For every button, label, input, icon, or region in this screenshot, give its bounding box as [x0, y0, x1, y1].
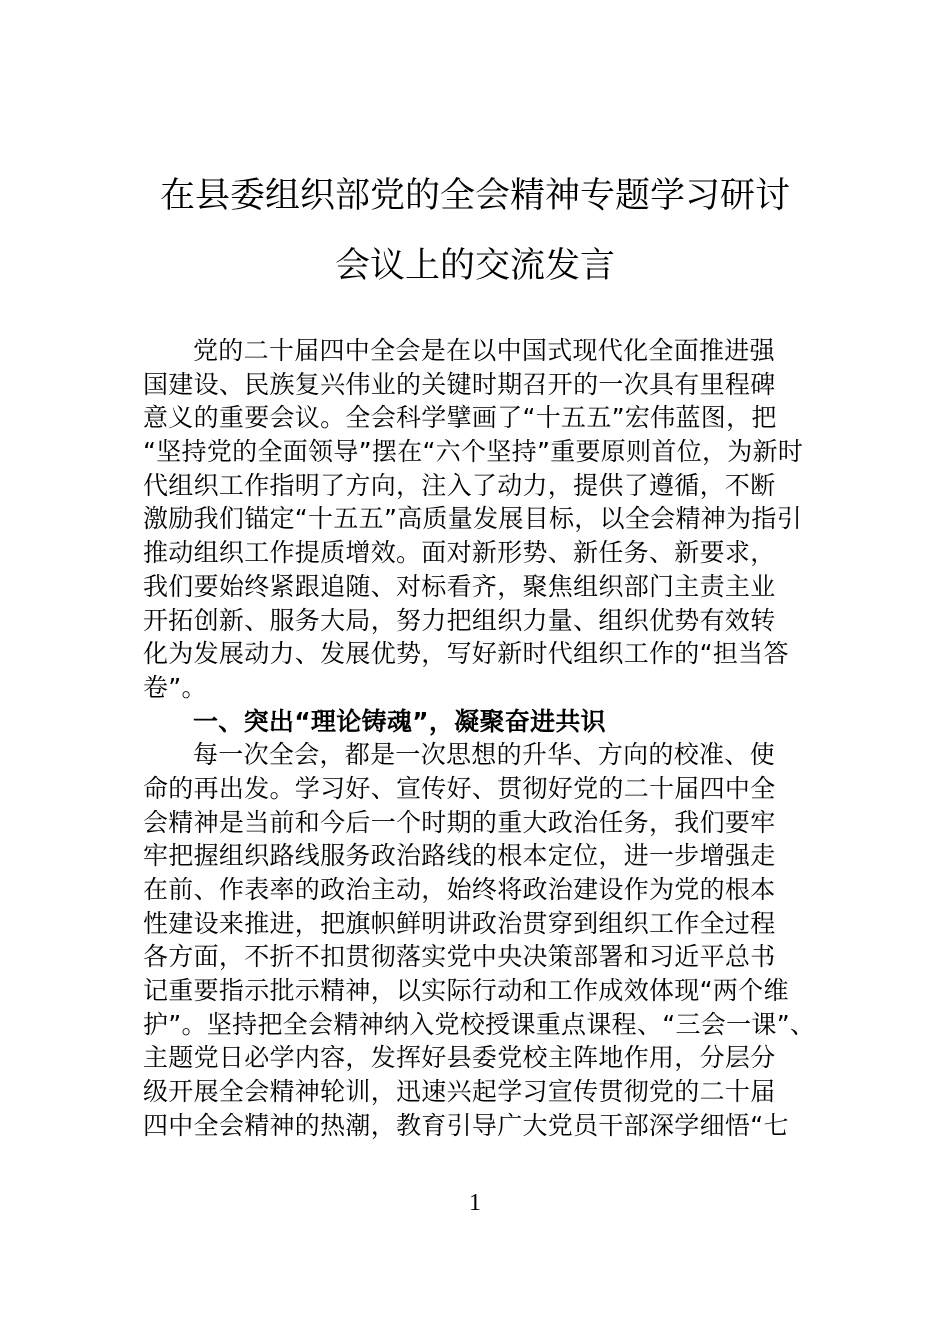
paragraph-line: 性建设来推进，把旗帜鲜明讲政治贯穿到组织工作全过程: [143, 908, 776, 938]
paragraph-line: 每一次全会，都是一次思想的升华、方向的校准、使: [193, 740, 775, 770]
paragraph-line: 党的二十届四中全会是在以中国式现代化全面推进强: [193, 336, 775, 365]
paragraph-line: 国建设、民族复兴伟业的关键时期召开的一次具有里程碑: [143, 369, 776, 399]
paragraph-line: 意义的重要会议。全会科学擘画了“十五五”宏伟蓝图，把: [143, 403, 777, 433]
paragraph-line: 化为发展动力、发展优势，写好新时代组织工作的“担当答: [143, 639, 789, 669]
paragraph-line: 我们要始终紧跟追随、对标看齐，聚焦组织部门主责主业: [143, 571, 776, 601]
paragraph-line: 各方面，不折不扣贯彻落实党中央决策部署和习近平总书: [143, 942, 776, 972]
paragraph-line: 推动组织工作提质增效。面对新形势、新任务、新要求，: [143, 538, 776, 568]
paragraph-line: 在前、作表率的政治主动，始终将政治建设作为党的根本: [143, 875, 776, 904]
document-title-line-2: 会议上的交流发言: [334, 246, 615, 286]
paragraph-line: 代组织工作指明了方向，注入了动力，提供了遵循，不断: [143, 470, 776, 500]
paragraph-line: 会精神是当前和今后一个时期的重大政治任务，我们要牢: [143, 807, 776, 837]
paragraph-line: 护”。坚持把全会精神纳入党校授课重点课程、“三会一课”、: [143, 1009, 816, 1039]
document-body: [143, 334, 816, 1143]
paragraph-line: 级开展全会精神轮训，迅速兴起学习宣传贯彻党的二十届: [143, 1077, 776, 1107]
paragraph-line: 主题党日必学内容，发挥好县委党校主阵地作用，分层分: [143, 1043, 776, 1073]
paragraph-line: 命的再出发。学习好、宣传好、贯彻好党的二十届四中全: [143, 773, 776, 803]
document-title-line-1: 在县委组织部党的全会精神专题学习研讨: [159, 176, 790, 216]
paragraph-line: 牢把握组织路线服务政治路线的根本定位，进一步增强走: [143, 841, 776, 871]
paragraph-line: 激励我们锚定“十五五”高质量发展目标，以全会精神为指引: [143, 504, 803, 534]
paragraph-line: 卷”。: [143, 672, 207, 702]
paragraph-line: 开拓创新、服务大局，努力把组织力量、组织优势有效转: [143, 605, 776, 635]
paragraph-line: “坚持党的全面领导”摆在“六个坚持”重要原则首位，为新时: [143, 437, 804, 467]
paragraph-line: 四中全会精神的热潮，教育引导广大党员干部深学细悟“七: [143, 1110, 789, 1140]
paragraph-line: 记重要指示批示精神，以实际行动和工作成效体现“两个维: [143, 976, 789, 1006]
paragraph-2: [143, 738, 816, 1142]
page-number: 1: [469, 1190, 481, 1216]
paragraph-1: [143, 334, 813, 705]
section-heading-1: 一、突出“理论铸魂”，凝聚奋进共识: [193, 706, 606, 736]
